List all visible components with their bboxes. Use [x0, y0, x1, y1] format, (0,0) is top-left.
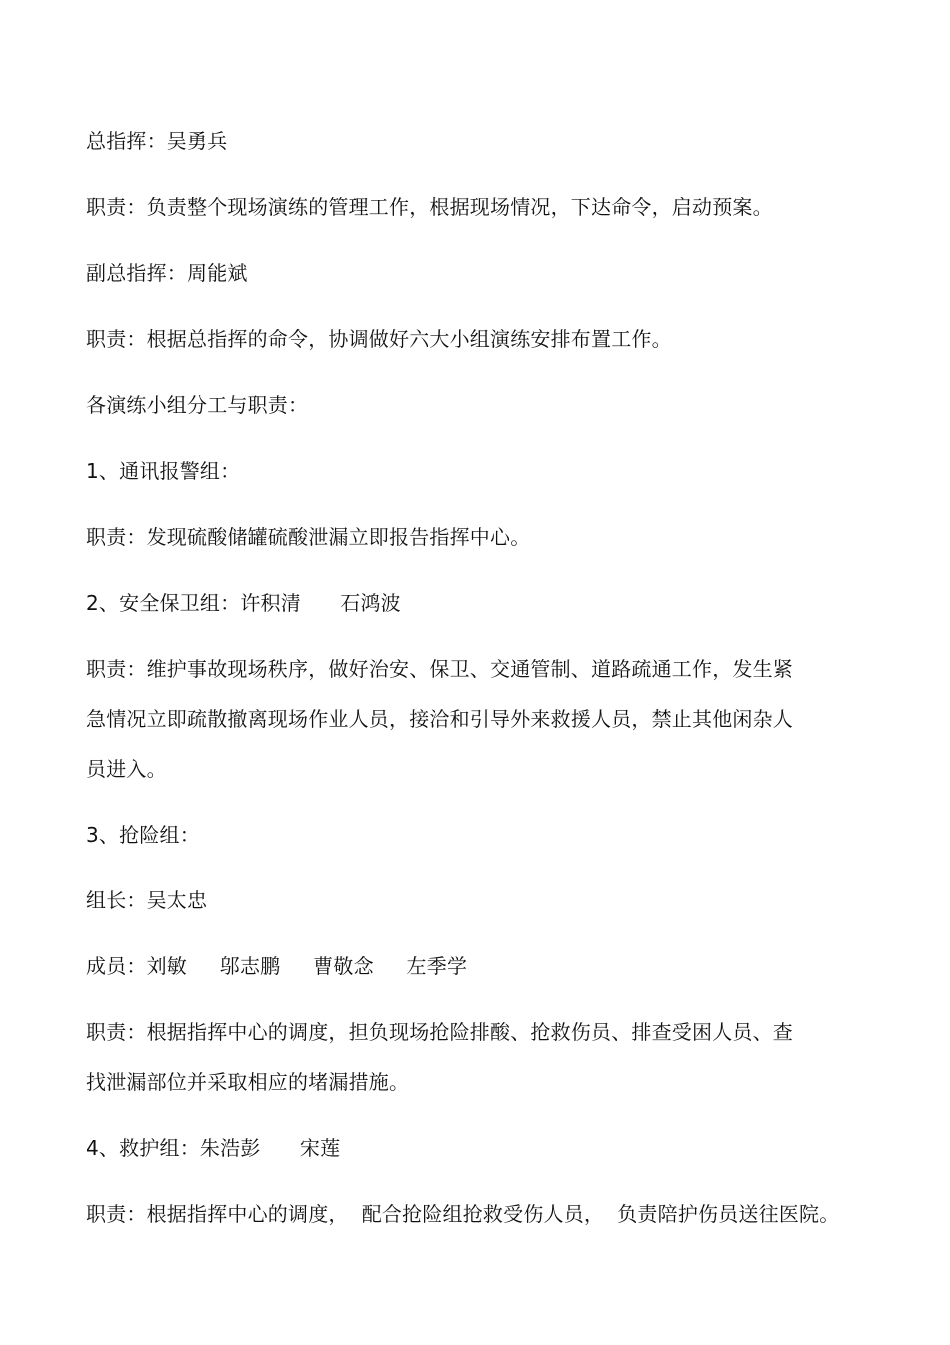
groups-heading: 各演练小组分工与职责： [86, 393, 309, 417]
deputy-commander-line: 副总指挥：周能斌 [86, 261, 248, 285]
group2-title: 2、安全保卫组：许积清 石鸿波 [86, 591, 401, 615]
group3-members: 成员：刘敏 邬志鹏 曹敬念 左季学 [86, 954, 468, 978]
deputy-duty: 职责：根据总指挥的命令，协调做好六大小组演练安排布置工作。 [86, 327, 672, 351]
group1-title: 1、通讯报警组： [86, 459, 241, 483]
group4-duty: 职责：根据指挥中心的调度， 配合抢险组抢救受伤人员， 负责陪护伤员送往医院。 [86, 1202, 840, 1226]
group2-duty-line-3: 员进入。 [86, 757, 167, 781]
group3-title: 3、抢险组： [86, 823, 200, 847]
group1-duty: 职责：发现硫酸储罐硫酸泄漏立即报告指挥中心。 [86, 525, 531, 549]
commander-duty: 职责：负责整个现场演练的管理工作，根据现场情况，下达命令，启动预案。 [86, 195, 773, 219]
group3-duty-line-1: 职责：根据指挥中心的调度，担负现场抢险排酸、抢救伤员、排查受困人员、查 [86, 1020, 793, 1044]
group3-duty-line-2: 找泄漏部位并采取相应的堵漏措施。 [86, 1070, 410, 1094]
commander-line: 总指挥：吴勇兵 [86, 129, 228, 153]
group2-duty-line-1: 职责：维护事故现场秩序，做好治安、保卫、交通管制、道路疏通工作，发生紧 [86, 657, 793, 681]
group3-leader: 组长：吴太忠 [86, 888, 208, 912]
group2-duty-line-2: 急情况立即疏散撤离现场作业人员，接洽和引导外来救援人员，禁止其他闲杂人 [86, 707, 793, 731]
group4-title: 4、救护组：朱浩彭 宋莲 [86, 1136, 341, 1160]
